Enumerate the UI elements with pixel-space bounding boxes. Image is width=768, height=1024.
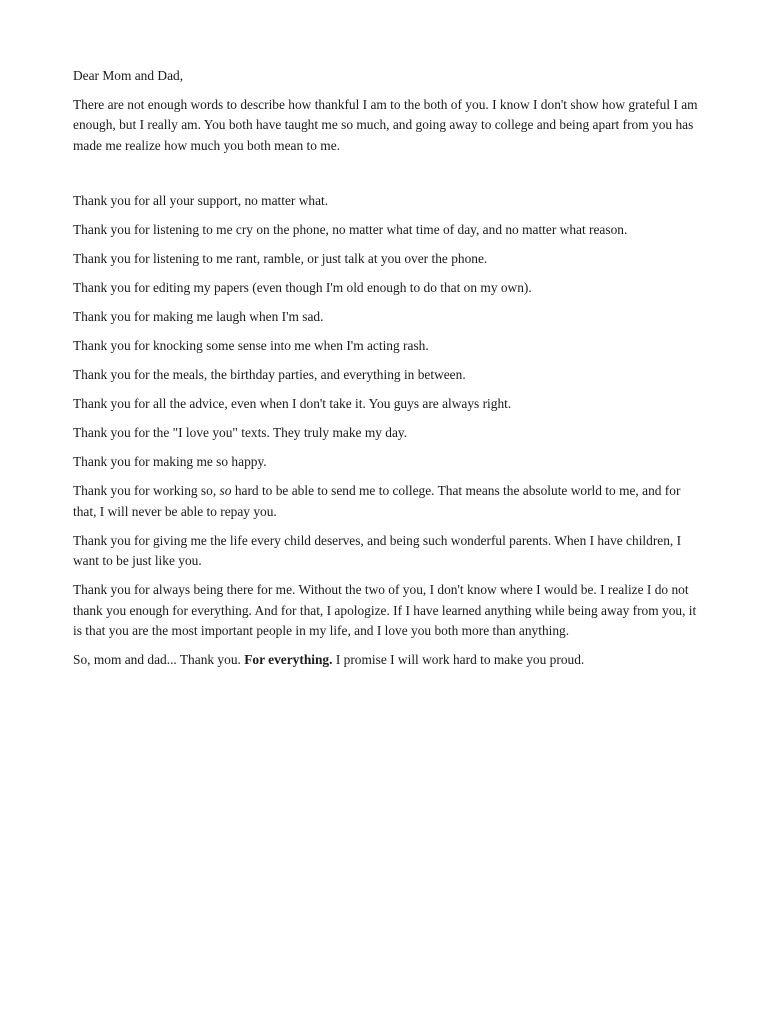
thanks-paragraph: Thank you for the "I love you" texts. They truly make my day. (73, 425, 408, 440)
intro-paragraph: There are not enough words to describe how thankful I am to the both of you. I know I don't show how grateful I am enough, but I really am. You both have taught me so much, and going away to college and being apart from you has made me realize how much you both mean to me. (73, 96, 698, 153)
thanks-paragraph: Thank you for listening to me rant, ramble, or just talk at you over the phone. (73, 251, 488, 266)
always-paragraph: Thank you for always being there for me. Without the two of you, I don't know where I would be. I realize I do not thank you enough for everything. And for that, I apologize. If I have learned anything while being away from you, it is that you are the most important people in my life, and I love you both more than anything. (73, 582, 697, 638)
thanks-paragraph: Thank you for the meals, the birthday parties, and everything in between. (73, 367, 466, 382)
thanks-paragraph: Thank you for listening to me cry on the phone, no matter what time of day, and no matter what reason. (73, 222, 628, 237)
letter-body (73, 66, 703, 679)
thanks-paragraph: Thank you for knocking some sense into me when I'm acting rash. (73, 338, 429, 353)
thanks-paragraph: Thank you for all your support, no matter what. (73, 193, 329, 208)
closing-bold-phrase: For everything. (244, 652, 333, 667)
closing-text-start: So, mom and dad... Thank you. (73, 652, 245, 667)
salutation: Dear Mom and Dad, (73, 68, 184, 83)
thanks-paragraph: Thank you for all the advice, even when I don't take it. You guys are always right. (73, 396, 512, 411)
closing-paragraph (73, 650, 703, 671)
thanks-paragraph: Thank you for editing my papers (even though I'm old enough to do that on my own). (73, 280, 532, 295)
working-paragraph (73, 481, 703, 522)
working-text-end: hard to be able to send me to college. That means the absolute world to me, and for that, I will never be able to repay you. (73, 483, 681, 519)
thanks-paragraph: Thank you for making me so happy. (73, 454, 267, 469)
working-text-start: Thank you for working so, (73, 483, 220, 498)
closing-text-end: I promise I will work hard to make you proud. (332, 652, 585, 667)
life-paragraph: Thank you for giving me the life every child deserves, and being such wonderful parents. When I have children, I want to be just like you. (73, 532, 682, 568)
working-italic-so: so (219, 483, 232, 498)
thanks-paragraph: Thank you for making me laugh when I'm sad. (73, 309, 324, 324)
